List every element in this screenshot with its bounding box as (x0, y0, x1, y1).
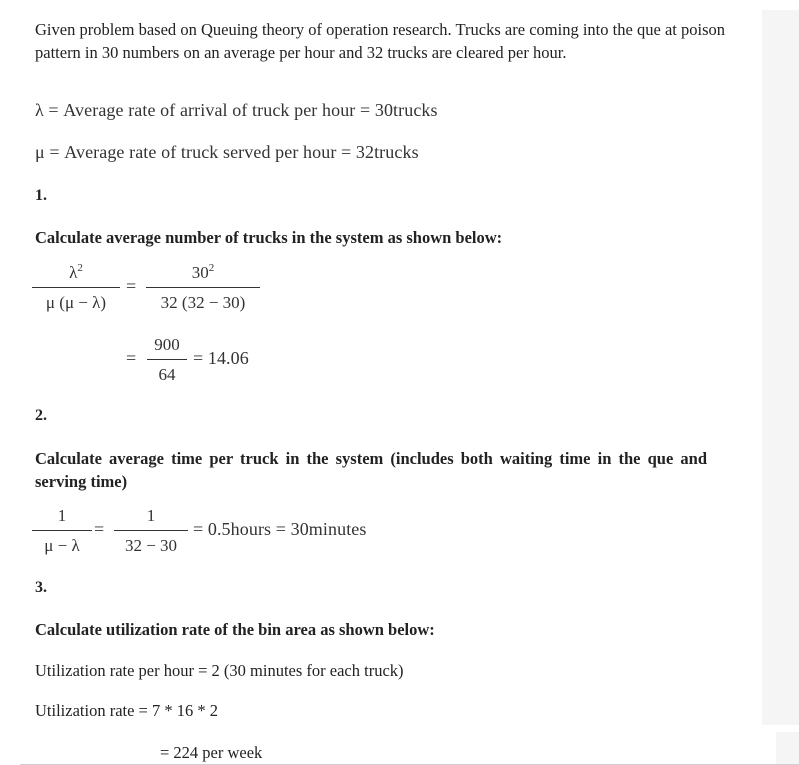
fraction-bar (146, 287, 260, 288)
problem-intro: Given problem based on Queuing theory of operation research. Trucks are coming into the que at poison pattern in 30 numbers on an average per hour and 32 trucks are cleared per hour. (35, 20, 725, 62)
step-2-formula-fraction (32, 505, 92, 557)
step-2-substituted-fraction (114, 505, 188, 557)
fraction-denominator: μ − λ (44, 536, 80, 555)
fraction-numerator: $\lambda^2$ (69, 262, 83, 282)
equals-sign: = (126, 348, 137, 368)
equals-sign: = (126, 276, 137, 296)
fraction-numerator: 900 (154, 335, 180, 354)
fraction-bar (32, 287, 120, 288)
fraction-numerator: 1 (146, 506, 156, 525)
right-sidebar-panel (762, 10, 799, 725)
fraction-denominator: μ (μ − λ) (45, 293, 107, 312)
step-3-number: 3. (35, 579, 47, 596)
fraction-bar (147, 359, 187, 360)
step-2-result: = 0.5hours = 30minutes (193, 519, 367, 539)
step-2-number: 2. (35, 407, 47, 424)
utilization-rate-per-hour: Utilization rate per hour = 2 (30 minutes for each truck) (35, 661, 404, 680)
fraction-denominator: 32 (32 − 30) (160, 293, 246, 312)
step-1-number: 1. (35, 187, 47, 204)
step-1-substituted-fraction (146, 262, 260, 314)
step-1-result: = 14.06 (193, 348, 249, 368)
lambda-definition: λ = Average rate of arrival of truck per hour = 30trucks (35, 100, 438, 120)
fraction-bar (114, 530, 188, 531)
fraction-denominator: 64 (158, 365, 176, 384)
step-1-formula-fraction (32, 262, 120, 314)
right-sidebar-bottom-panel (776, 732, 799, 764)
step-3-heading: Calculate utilization rate of the bin area as shown below: (35, 620, 435, 639)
utilization-rate-result: = 224 per week (160, 743, 263, 762)
step-1-simplified-fraction (147, 334, 187, 386)
step-2-heading: Calculate average time per truck in the system (includes both waiting time in the que and serving time) (35, 449, 707, 491)
utilization-rate-formula: Utilization rate = 7 * 16 * 2 (35, 701, 218, 720)
fraction-bar (32, 530, 92, 531)
fraction-numerator: 1 (57, 506, 67, 525)
step-1-heading: Calculate average number of trucks in the system as shown below: (35, 228, 503, 247)
equals-sign: = (94, 519, 105, 539)
mu-definition: μ = Average rate of truck served per hour = 32trucks (35, 142, 419, 162)
fraction-denominator: 32 − 30 (124, 536, 178, 555)
fraction-numerator: $30^2$ (191, 262, 215, 282)
